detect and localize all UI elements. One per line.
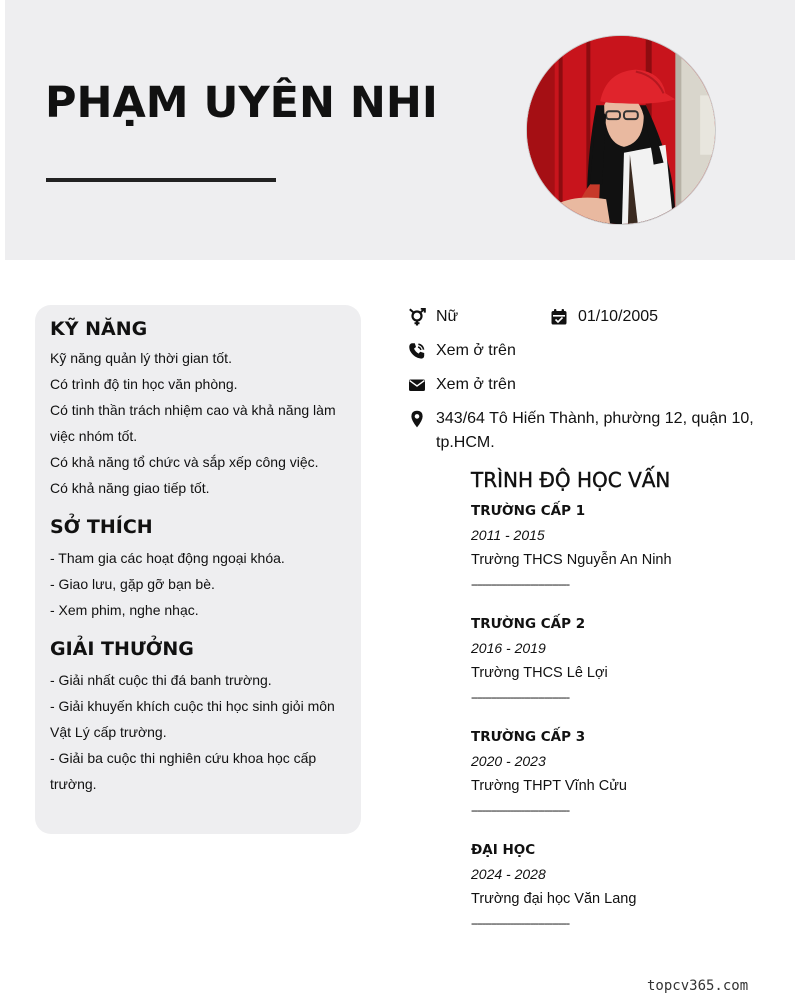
education-item xyxy=(471,615,771,704)
name-underline xyxy=(46,178,276,182)
education-years: 2011 - 2015 xyxy=(471,527,545,543)
phone-value: Xem ở trên xyxy=(436,342,516,359)
education-separator: ----------------------------------- xyxy=(471,916,569,930)
envelope-icon xyxy=(408,376,426,394)
education-years: 2020 - 2023 xyxy=(471,753,546,769)
gender-row xyxy=(408,308,458,329)
phone-icon xyxy=(408,342,426,360)
birthday-value: 01/10/2005 xyxy=(578,308,659,325)
education-school: Trường THCS Lê Lợi xyxy=(471,665,608,681)
awards-title: GIẢI THƯỞNG xyxy=(50,638,194,660)
award-item: - Giải khuyến khích cuộc thi học sinh giỏi môn xyxy=(50,698,335,714)
hobbies-title: SỞ THÍCH xyxy=(50,516,153,538)
award-item: - Giải nhất cuộc thi đá banh trường. xyxy=(50,672,272,688)
education-item xyxy=(471,841,771,930)
awards-list xyxy=(50,667,346,797)
header-banner xyxy=(5,0,795,260)
birthday-row xyxy=(550,308,658,329)
education-item xyxy=(471,502,771,591)
watermark: topcv365.com xyxy=(647,978,749,994)
profile-photo-image xyxy=(527,36,715,224)
skills-list xyxy=(50,345,346,501)
education-level: ĐẠI HỌC xyxy=(471,842,536,858)
education-separator: ----------------------------------- xyxy=(471,803,569,817)
education-level: TRƯỜNG CẤP 1 xyxy=(471,503,586,519)
map-pin-icon xyxy=(408,410,426,428)
award-item: - Giải ba cuộc thi nghiên cứu khoa học cấp xyxy=(50,750,317,766)
address-row xyxy=(408,410,756,455)
address-value: 343/64 Tô Hiến Thành, phường 12, quận 10, tp.HCM. xyxy=(436,410,754,451)
gender-value: Nữ xyxy=(436,308,459,325)
hobby-item: - Giao lưu, gặp gỡ bạn bè. xyxy=(50,576,215,592)
education-title: TRÌNH ĐỘ HỌC VẤN xyxy=(471,468,671,492)
education-separator: ----------------------------------- xyxy=(471,577,569,591)
email-value: Xem ở trên xyxy=(436,376,516,393)
education-years: 2024 - 2028 xyxy=(471,866,546,882)
education-school: Trường đại học Văn Lang xyxy=(471,891,637,907)
skill-item: Có khả năng tổ chức và sắp xếp công việc. xyxy=(50,454,319,470)
email-row xyxy=(408,376,516,397)
skills-title: KỸ NĂNG xyxy=(50,318,148,340)
skill-item: Kỹ năng quản lý thời gian tốt. xyxy=(50,350,232,366)
education-level: TRƯỜNG CẤP 2 xyxy=(471,616,586,632)
hobby-item: - Tham gia các hoạt động ngoại khóa. xyxy=(50,550,285,566)
education-level: TRƯỜNG CẤP 3 xyxy=(471,729,586,745)
skill-item: Có khả năng giao tiếp tốt. xyxy=(50,480,210,496)
hobbies-list xyxy=(50,545,346,623)
education-section xyxy=(471,467,771,930)
education-years: 2016 - 2019 xyxy=(471,640,546,656)
hobby-item: - Xem phim, nghe nhạc. xyxy=(50,602,199,618)
education-item xyxy=(471,728,771,817)
education-school: Trường THCS Nguyễn An Ninh xyxy=(471,552,672,568)
award-item: trường. xyxy=(50,776,97,792)
award-item: Vật Lý cấp trường. xyxy=(50,724,167,740)
left-sidebar-box xyxy=(35,305,361,834)
candidate-name: PHẠM UYÊN NHI xyxy=(45,78,438,128)
gender-icon xyxy=(408,308,426,326)
skill-item: việc nhóm tốt. xyxy=(50,428,138,444)
skill-item: Có trình độ tin học văn phòng. xyxy=(50,376,238,392)
profile-photo xyxy=(526,35,716,225)
skill-item: Có tinh thần trách nhiệm cao và khả năng làm xyxy=(50,402,336,418)
calendar-icon xyxy=(550,308,568,326)
phone-row xyxy=(408,342,516,363)
education-school: Trường THPT Vĩnh Cửu xyxy=(471,778,627,794)
education-separator: ----------------------------------- xyxy=(471,690,569,704)
